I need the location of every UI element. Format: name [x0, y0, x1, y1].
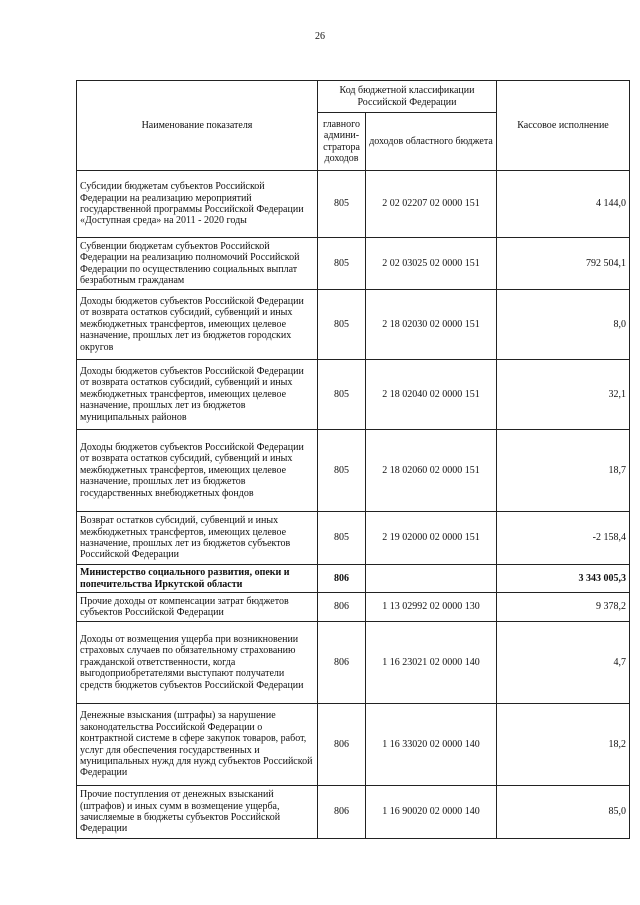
row-name: Доходы бюджетов субъектов Российской Федерации от возврата остатков субсидий, субвенций и иных межбюджетных трансфертов, имеющих целевое назначение, прошлых лет из бюджетов государственных внебюджетных фондов [77, 430, 318, 512]
header-budget-classification: Код бюджетной классификации Российской Федерации [318, 81, 497, 113]
header-regional-budget-revenue: доходов областного бюджета [366, 113, 497, 171]
table-body [77, 171, 630, 839]
header-indicator-name: Наименование показателя [77, 81, 318, 171]
row-revenue-code: 1 16 90020 02 0000 140 [366, 786, 497, 839]
row-revenue-code: 1 16 33020 02 0000 140 [366, 704, 497, 786]
table-row [77, 512, 630, 565]
header-cash-execution: Кассовое исполнение [497, 81, 630, 171]
row-amount: 85,0 [497, 786, 630, 839]
row-revenue-code: 2 18 02030 02 0000 151 [366, 290, 497, 360]
row-admin-code: 806 [318, 593, 366, 622]
row-name: Доходы бюджетов субъектов Российской Федерации от возврата остатков субсидий, субвенций и иных межбюджетных трансфертов, имеющих целевое назначение, прошлых лет из бюджетов городских округов [77, 290, 318, 360]
table-row [77, 360, 630, 430]
row-name: Доходы от возмещения ущерба при возникновении страховых случаев по обязательному страхованию гражданской ответственности, когда выгодоприобретателями выступают получатели средств бюджетов субъектов Российской Федерации [77, 622, 318, 704]
row-admin-code: 805 [318, 512, 366, 565]
row-revenue-code [366, 565, 497, 593]
row-amount: 3 343 005,3 [497, 565, 630, 593]
row-admin-code: 806 [318, 565, 366, 593]
row-amount: -2 158,4 [497, 512, 630, 565]
row-admin-code: 805 [318, 171, 366, 238]
row-revenue-code: 1 13 02992 02 0000 130 [366, 593, 497, 622]
table-row [77, 704, 630, 786]
row-admin-code: 806 [318, 622, 366, 704]
row-name: Доходы бюджетов субъектов Российской Федерации от возврата остатков субсидий, субвенций и иных межбюджетных трансфертов, имеющих целевое назначение, прошлых лет из бюджетов муниципальных районов [77, 360, 318, 430]
table-row [77, 786, 630, 839]
row-amount: 8,0 [497, 290, 630, 360]
row-name: Прочие доходы от компенсации затрат бюджетов субъектов Российской Федерации [77, 593, 318, 622]
page-number: 26 [315, 31, 325, 42]
row-amount: 4 144,0 [497, 171, 630, 238]
row-admin-code: 805 [318, 430, 366, 512]
row-amount: 792 504,1 [497, 238, 630, 290]
row-revenue-code: 2 18 02060 02 0000 151 [366, 430, 497, 512]
row-amount: 18,2 [497, 704, 630, 786]
row-name: Возврат остатков субсидий, субвенций и иных межбюджетных трансфертов, имеющих целевое назначение, прошлых лет из бюджетов субъектов Российской Федерации [77, 512, 318, 565]
row-amount: 4,7 [497, 622, 630, 704]
row-amount: 18,7 [497, 430, 630, 512]
row-name: Субсидии бюджетам субъектов Российской Федерации на реализацию мероприятий государственной программы Российской Федерации «Доступная среда» на 2011 - 2020 годы [77, 171, 318, 238]
row-admin-code: 805 [318, 238, 366, 290]
row-revenue-code: 2 02 02207 02 0000 151 [366, 171, 497, 238]
row-admin-code: 805 [318, 290, 366, 360]
row-revenue-code: 2 02 03025 02 0000 151 [366, 238, 497, 290]
row-amount: 9 378,2 [497, 593, 630, 622]
row-revenue-code: 2 18 02040 02 0000 151 [366, 360, 497, 430]
table-row [77, 593, 630, 622]
table-row [77, 238, 630, 290]
row-name: Денежные взыскания (штрафы) за нарушение законодательства Российской Федерации о контрактной системе в сфере закупок товаров, работ, услуг для обеспечения государственных и муниципальных нужд для нужд субъектов Российской Федерации [77, 704, 318, 786]
row-amount: 32,1 [497, 360, 630, 430]
table-row [77, 430, 630, 512]
table-row [77, 290, 630, 360]
row-revenue-code: 1 16 23021 02 0000 140 [366, 622, 497, 704]
budget-revenue-table [76, 80, 630, 839]
row-name: Прочие поступления от денежных взысканий (штрафов) и иных сумм в возмещение ущерба, зачисляемые в бюджеты субъектов Российской Федерации [77, 786, 318, 839]
row-admin-code: 806 [318, 704, 366, 786]
row-name: Министерство социального развития, опеки и попечительства Иркутской области [77, 565, 318, 593]
header-chief-administrator: главного админи-стратора доходов [318, 113, 366, 171]
table-row-ministry [77, 565, 630, 593]
table-row [77, 622, 630, 704]
row-admin-code: 806 [318, 786, 366, 839]
row-name: Субвенции бюджетам субъектов Российской Федерации на реализацию полномочий Российской Федерации по осуществлению социальных выплат безработным гражданам [77, 238, 318, 290]
row-revenue-code: 2 19 02000 02 0000 151 [366, 512, 497, 565]
table-row [77, 171, 630, 238]
row-admin-code: 805 [318, 360, 366, 430]
